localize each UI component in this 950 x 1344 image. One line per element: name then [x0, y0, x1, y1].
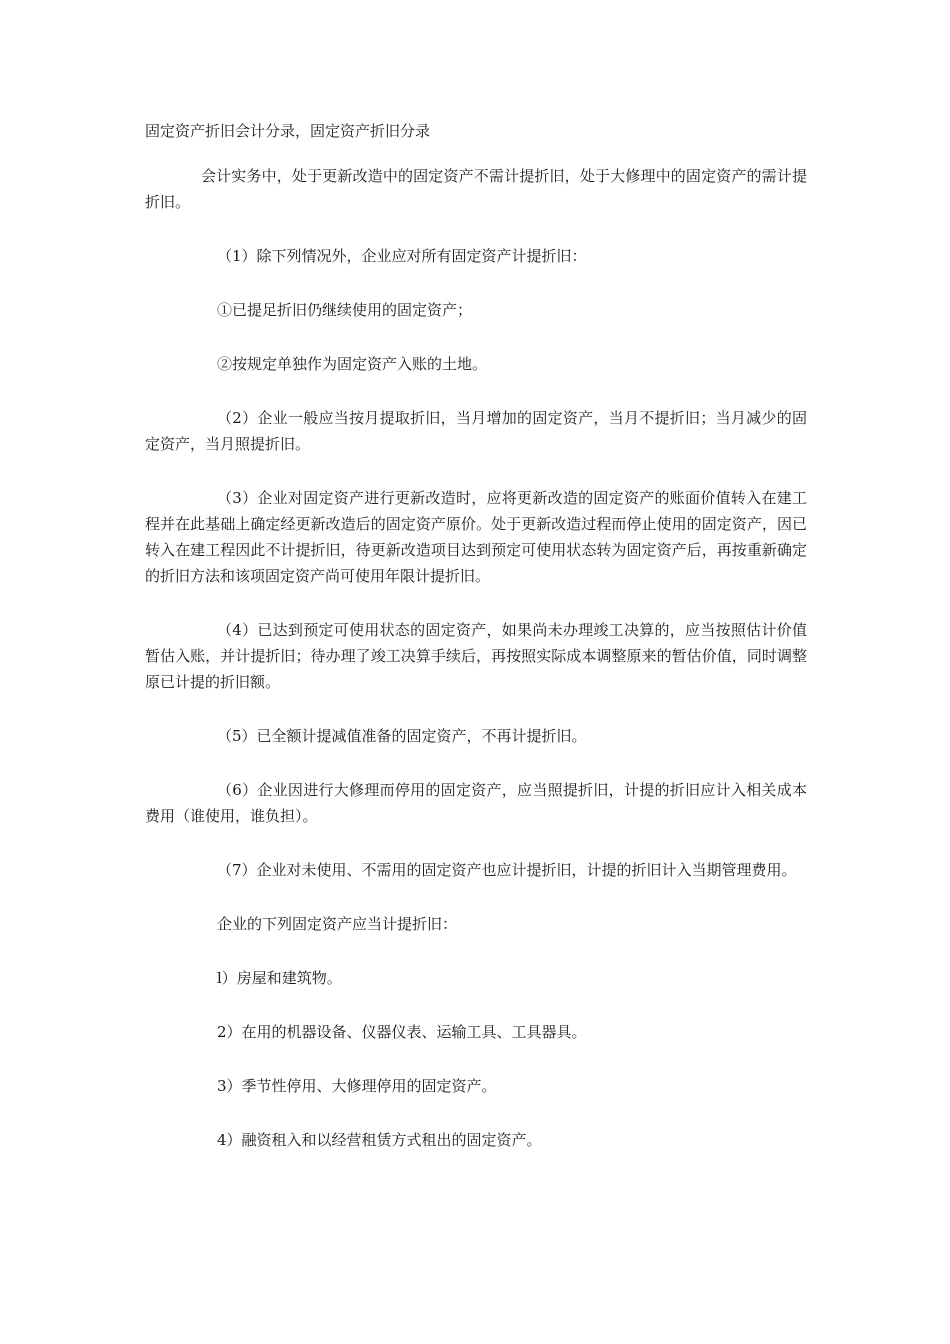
list-item-3: 3）季节性停用、大修理停用的固定资产。 [217, 1077, 497, 1095]
list-intro-paragraph: 企业的下列固定资产应当计提折旧： [217, 915, 458, 933]
document-body [145, 163, 807, 1181]
document-title: 固定资产折旧会计分录，固定资产折旧分录 [145, 122, 431, 140]
exception-1-paragraph: ①已提足折旧仍继续使用的固定资产； [217, 301, 473, 319]
intro-paragraph: 会计实务中，处于更新改造中的固定资产不需计提折旧，处于大修理中的固定资产的需计提折旧。 [145, 167, 807, 211]
rule-1-paragraph: （1）除下列情况外，企业应对所有固定资产计提折旧： [217, 247, 587, 265]
rule-4-paragraph: （4）已达到预定可使用状态的固定资产，如果尚未办理竣工决算的，应当按照估计价值暂估入账，并计提折旧；待办理了竣工决算手续后，再按照实际成本调整原来的暂估价值，同时调整原已计提的折旧额。 [145, 621, 807, 691]
list-item-4: 4）融资租入和以经营租赁方式租出的固定资产。 [217, 1131, 542, 1149]
list-item-2: 2）在用的机器设备、仪器仪表、运输工具、工具器具。 [217, 1023, 587, 1041]
rule-3-paragraph: （3）企业对固定资产进行更新改造时，应将更新改造的固定资产的账面价值转入在建工程并在此基础上确定经更新改造后的固定资产原价。处于更新改造过程而停止使用的固定资产，因已转入在建工程因此不计提折旧，待更新改造项目达到预定可使用状态转为固定资产后，再按重新确定的折旧方法和该项固定资产尚可使用年限计提折旧。 [145, 489, 807, 585]
rule-5-paragraph: （5）已全额计提减值准备的固定资产，不再计提折旧。 [217, 727, 587, 745]
rule-7-paragraph: （7）企业对未使用、不需用的固定资产也应计提折旧，计提的折旧计入当期管理费用。 [217, 861, 797, 879]
exception-2-paragraph: ②按规定单独作为固定资产入账的土地。 [217, 355, 488, 373]
rule-6-paragraph: （6）企业因进行大修理而停用的固定资产，应当照提折旧，计提的折旧应计入相关成本费用（谁使用，谁负担）。 [145, 781, 807, 825]
rule-2-paragraph: （2）企业一般应当按月提取折旧，当月增加的固定资产，当月不提折旧；当月减少的固定资产，当月照提折旧。 [145, 409, 807, 453]
list-item-1: l）房屋和建筑物。 [217, 969, 342, 987]
